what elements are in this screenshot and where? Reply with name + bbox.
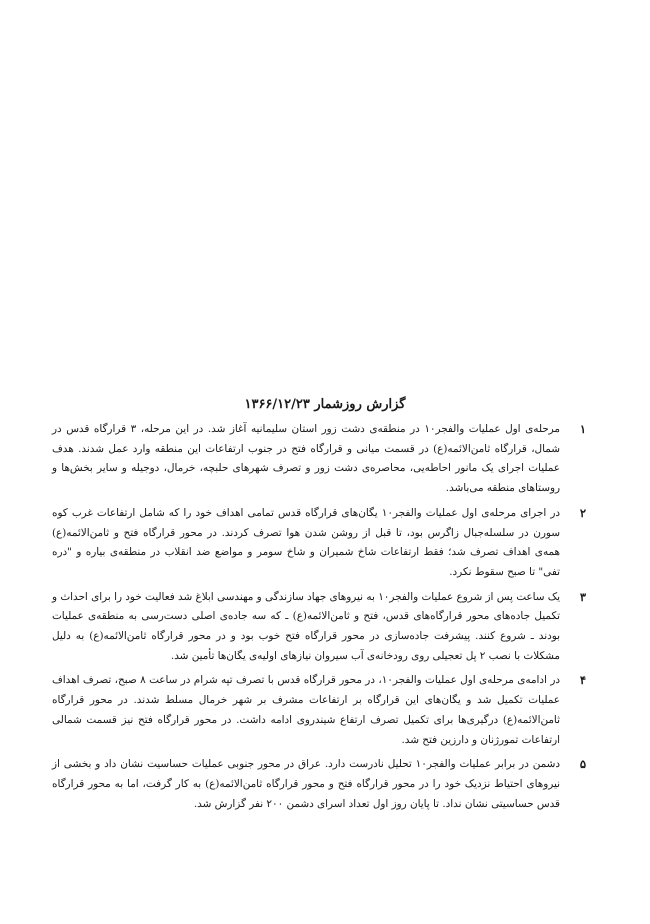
report-title: گزارش روزشمار ۱۳۶۶/۱۲/۲۳ <box>244 397 406 412</box>
item-number: ۵ <box>579 757 587 772</box>
item-number: ۴ <box>579 673 587 688</box>
item-number: ۱ <box>579 422 587 436</box>
item-number: ۲ <box>579 505 587 520</box>
item-number: ۳ <box>579 589 587 604</box>
item-text: مرحله‌ی اول عملیات والفجر۱۰ در منطقه‌ی دشت زور استان سلیمانیه آغاز شد. در این مرحله، ۳ قرارگاه قدس در شمال، قرارگاه ثامن‌الائمه(ع) در قسمت میانی و قرارگاه فتح در جنوب ارتفاعات این منطقه وارد عمل شدند. هدف عملیات اجرای یک مانور احاطه‌یی، محاصره‌ی دشت زور و تصرف شهرهای حلبچه، خرمال، دوجیله و سایر بخش‌ها و روستاهای منطقه می‌باشد. <box>52 423 560 495</box>
report-item-5 <box>52 755 592 814</box>
report-item-3 <box>52 588 592 667</box>
item-text: در اجرای مرحله‌ی اول عملیات والفجر۱۰ یگان‌های قرارگاه قدس تمامی اهداف خود را که شامل ارتفاعات غرب کوه سورن در سلسله‌جبال زاگرس بود، تا قبل از روشن شدن هوا تصرف کردند. در محور قرارگاه فتح و ثامن‌الائمه(ع) همه‌ی اهداف تصرف شد؛ فقط ارتفاعات شاخ شمیران و شاخ سومر و مواضع ضد انقلاب در منطقه‌ی بیاره و "دره تفی" تا صبح سقوط نکرد. <box>52 506 560 578</box>
report-items-list <box>52 420 592 819</box>
report-item-2 <box>52 504 592 583</box>
item-text: دشمن در برابر عملیات والفجر۱۰ تحلیل نادرست دارد. عراق در محور جنوبی عملیات حساسیت نشان داد و بخشی از نیروهای احتیاط نزدیک خود را در محور قرارگاه فتح و محور قرارگاه ثامن‌الائمه(ع) به کار گرفت، اما به محور قرارگاه قدس حساسیتی نشان نداد. تا پایان روز اول تعداد اسرای دشمن ۲۰۰ نفر گزارش شد. <box>52 758 560 810</box>
item-text: در ادامه‌ی مرحله‌ی اول عملیات والفجر۱۰، در محور قرارگاه قدس با تصرف تپه شرام در ساعت ۸ صبح، تصرف اهداف عملیات تکمیل شد و یگان‌های این قرارگاه بر ارتفاعات مشرف بر شهر خرمال مسلط شدند. در محور قرارگاه ثامن‌الائمه(ع) درگیری‌ها برای تکمیل تصرف ارتفاع شیندروی ادامه داشت. در محور قرارگاه فتح نیز قسمت شمالی ارتفاعات تمورژنان و دارزین فتح شد. <box>52 674 560 746</box>
report-item-4 <box>52 671 592 750</box>
item-text: یک ساعت پس از شروع عملیات والفجر۱۰ به نیروهای جهاد سازندگی و مهندسی ابلاغ شد فعالیت خود را برای احداث و تکمیل جاده‌های محور قرارگاه‌های قدس، فتح و ثامن‌الائمه(ع) ـ که سه جاده‌ی اصلی دست‌رسی به منطقه‌ی عملیات بودند ـ شروع کنند. پیشرفت جاده‌سازی در محور قرارگاه فتح خوب بود و در محور قرارگاه ثامن‌الائمه(ع) به دلیل مشکلات با نصب ۲ پل تعجیلی روی رودخانه‌ی آب سیروان نیازهای اولیه‌ی یگان‌ها تأمین شد. <box>52 590 560 662</box>
report-item-1 <box>52 420 592 499</box>
